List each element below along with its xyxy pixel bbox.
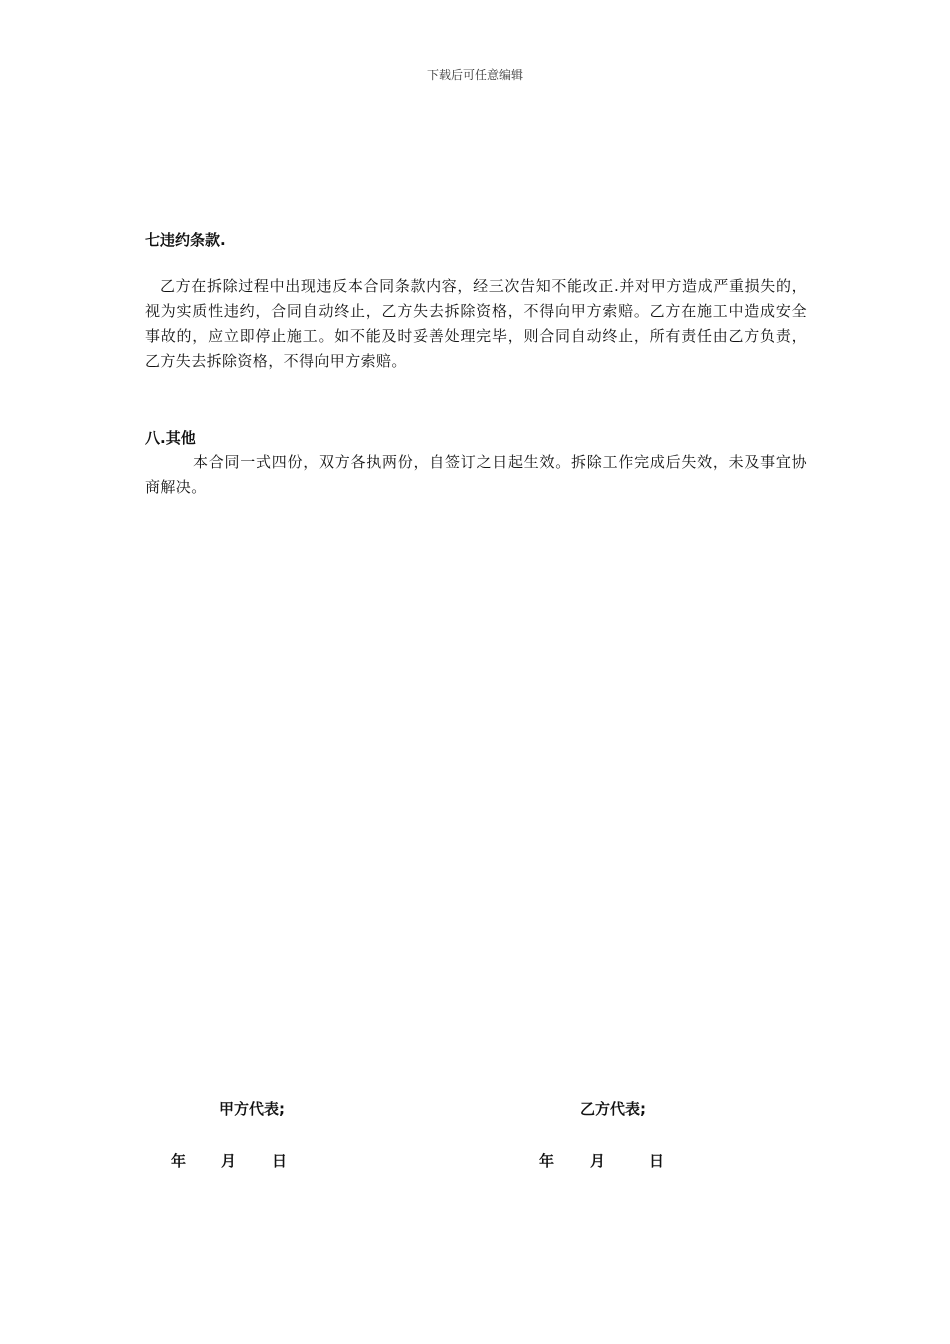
party-b-date-day: 日 xyxy=(649,1152,665,1170)
party-b-signature-label: 乙方代表; xyxy=(580,1100,646,1118)
section-body-breach: 乙方在拆除过程中出现违反本合同条款内容，经三次告知不能改正.并对甲方造成严重损失的，视为实质性违约，合同自动终止，乙方失去拆除资格，不得向甲方索赔。乙方在施工中造成安全事故的，应立即停止施工。如不能及时妥善处理完毕，则合同自动终止，所有责任由乙方负责，乙方失去拆除资格，不得向甲方索赔。 xyxy=(145,277,807,370)
party-a-signature-label: 甲方代表; xyxy=(219,1100,285,1118)
party-a-date-day: 日 xyxy=(272,1152,288,1170)
section-heading-other: 八.其他 xyxy=(145,429,196,447)
party-a-date-year: 年 xyxy=(171,1152,187,1170)
party-b-date-year: 年 xyxy=(539,1152,555,1170)
section-body-other: 本合同一式四份，双方各执两份，自签订之日起生效。拆除工作完成后失效，未及事宜协商解决。 xyxy=(145,453,807,496)
party-b-date-month: 月 xyxy=(590,1152,606,1170)
party-a-date-month: 月 xyxy=(221,1152,237,1170)
section-heading-breach: 七违约条款. xyxy=(145,231,226,249)
page-header-note: 下载后可任意编辑 xyxy=(426,68,523,82)
